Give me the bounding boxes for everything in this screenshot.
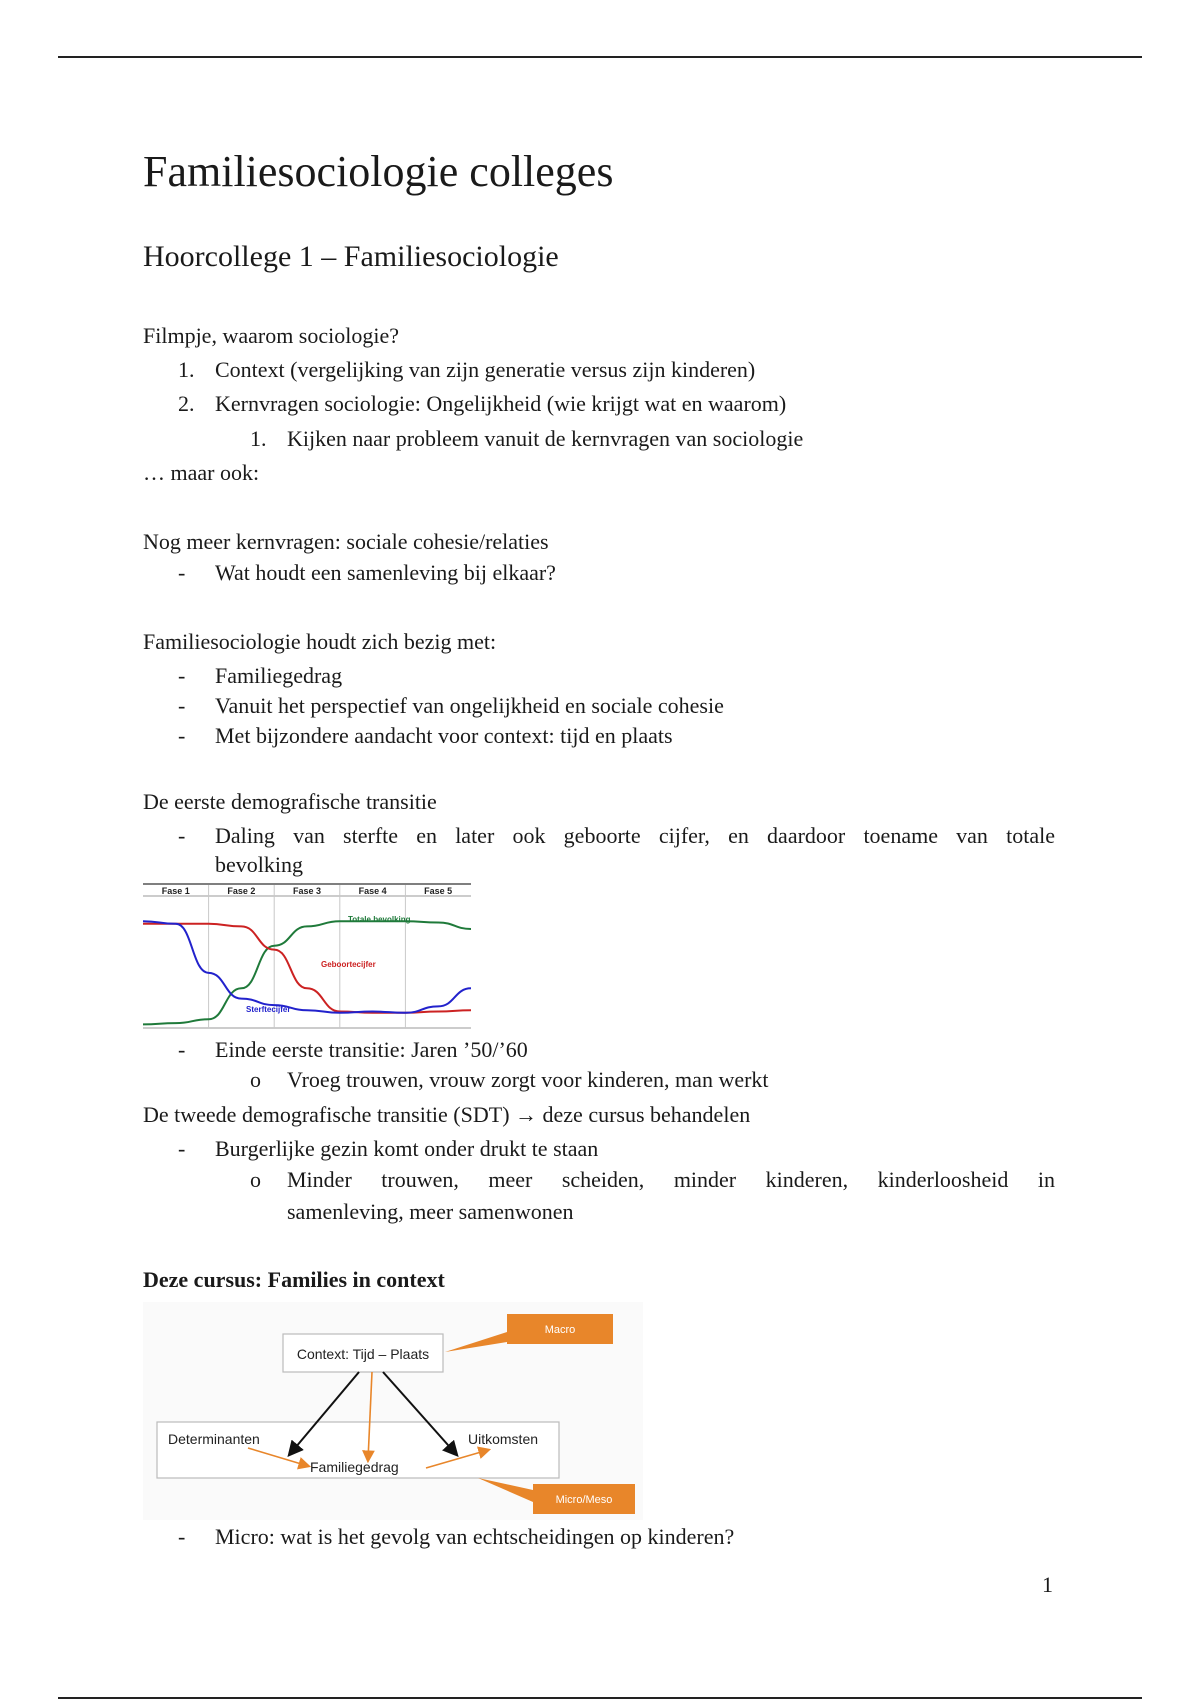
list-item-text: Minder trouwen, meer scheiden, minder kinderen, kinderloosheid in [287,1167,1055,1192]
list-item-text: Kernvragen sociologie: Ongelijkheid (wie krijgt wat en waarom) [215,391,787,416]
list-item [178,822,1055,850]
context-label: Context: Tijd – Plaats [296,1346,430,1362]
chart-background [143,882,471,1030]
section2-intro: Nog meer kernvragen: sociale cohesie/relaties [143,529,549,554]
list-item [178,356,756,384]
families-in-context-diagram [143,1302,643,1520]
phase-label: Fase 5 [424,886,453,896]
list-marker: 2. [178,391,195,416]
list-item [178,722,673,750]
list-item [178,662,343,690]
determinants-label: Determinanten [168,1431,260,1447]
list-marker: - [178,560,186,585]
list-item [178,692,724,720]
list-marker: - [178,663,186,688]
phase-label: Fase 4 [358,886,387,896]
list-marker: - [178,723,186,748]
list-marker: - [178,1136,186,1161]
list-marker: - [178,823,186,848]
outcomes-label: Uitkomsten [468,1431,539,1447]
list-marker: o [250,1167,261,1192]
sub-list-item [250,1066,769,1094]
section3-intro: Familiesociologie houdt zich bezig met: [143,629,497,654]
list-item-text: Context (vergelijking van zijn generatie versus zijn kinderen) [215,357,756,382]
list-item-continuation: bevolking [215,852,303,877]
annotation-total: Totale bevolking [348,915,411,924]
family-behaviour-label: Familiegedrag [310,1459,399,1475]
section1-intro: Filmpje, waarom sociologie? [143,323,399,348]
list-marker: 1. [250,426,267,451]
list-marker: - [178,1524,186,1549]
list-item-text: Familiegedrag [215,663,343,688]
micro-meso-label: Micro/Meso [555,1494,613,1506]
demographic-transition-chart [143,882,471,1030]
annotation-death: Sterftecijfer [246,1005,291,1014]
sub-list-item [250,1166,1055,1194]
page-number: 1 [1042,1572,1053,1597]
list-item-text: Vanuit het perspectief van ongelijkheid en sociale cohesie [215,693,724,718]
list-marker: - [178,1037,186,1062]
lecture-heading: Hoorcollege 1 – Familiesociologie [143,240,559,273]
list-item-text: Daling van sterfte en later ook geboorte cijfer, en daardoor toename van totale [215,823,1055,848]
list-item [178,1523,735,1551]
macro-label: Macro [544,1324,576,1336]
sub-list-item-continuation: samenleving, meer samenwonen [287,1199,574,1224]
annotation-birth: Geboortecijfer [321,960,376,969]
phase-label: Fase 2 [227,886,256,896]
footer-rule [58,1697,1142,1699]
list-item-text: Wat houdt een samenleving bij elkaar? [215,560,556,585]
list-item-text: Einde eerste transitie: Jaren ’50/’60 [215,1037,528,1062]
section1-outro: … maar ook: [143,460,260,485]
section4-intro: De eerste demografische transitie [143,789,437,814]
section5-intro: De tweede demografische transitie (SDT) → deze cursus behandelen [143,1102,751,1127]
list-marker: 1. [178,357,195,382]
list-item [178,1036,528,1064]
document-title: Familiesociologie colleges [143,147,614,196]
list-marker: - [178,693,186,718]
list-item [178,390,787,418]
section6-heading: Deze cursus: Families in context [143,1267,445,1292]
header-rule [58,56,1142,58]
list-item [178,1135,599,1163]
phase-label: Fase 1 [161,886,190,896]
sub-list-item [250,425,804,453]
list-item-text: Micro: wat is het gevolg van echtscheidingen op kinderen? [215,1524,735,1549]
list-item-text: Kijken naar probleem vanuit de kernvragen van sociologie [287,426,804,451]
list-item-text: Burgerlijke gezin komt onder drukt te staan [215,1136,599,1161]
phase-label: Fase 3 [292,886,322,896]
list-item-text: Vroeg trouwen, vrouw zorgt voor kinderen, man werkt [287,1067,769,1092]
list-item-text: Met bijzondere aandacht voor context: tijd en plaats [215,723,673,748]
list-marker: o [250,1067,261,1092]
list-item [178,559,556,587]
